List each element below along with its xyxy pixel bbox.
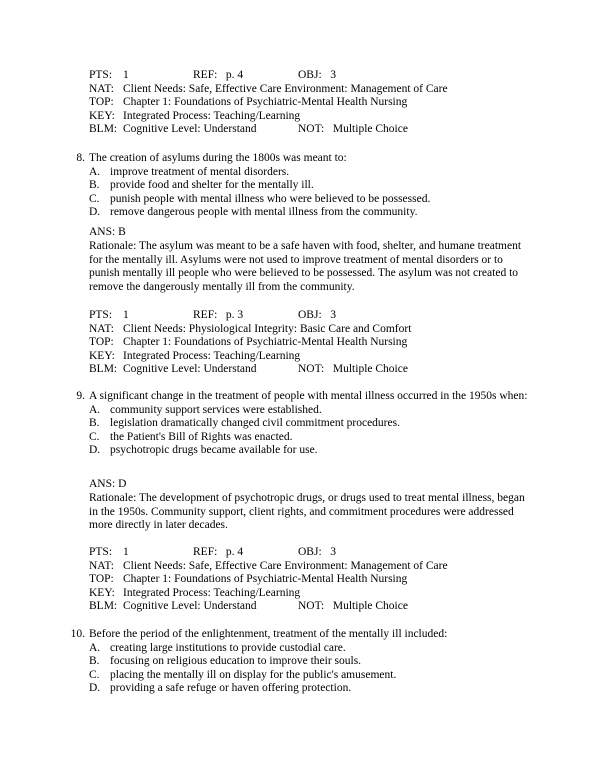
nat-row [89, 560, 529, 574]
nat-label: NAT: [89, 322, 114, 335]
pts-value: 1 [123, 309, 129, 321]
pts-row [89, 69, 529, 83]
not-value: Multiple Choice [332, 600, 408, 613]
choice-d [89, 682, 560, 696]
question-10 [0, 628, 560, 696]
blm-value: Cognitive Level: Understand [123, 600, 257, 613]
ref-label: REF: [193, 309, 218, 321]
choice-letter: D. [89, 206, 101, 219]
question-stem: The creation of asylums during the 1800s was meant to: [89, 152, 347, 164]
choice-b [89, 417, 560, 431]
choice-c [89, 669, 560, 683]
choice-d [89, 444, 560, 458]
pts-row [89, 309, 529, 323]
choice-letter: A. [89, 403, 101, 416]
pts-value: 1 [123, 546, 129, 558]
question-stem: A significant change in the treatment of people with mental illness occurred in the 1950s when: [89, 390, 528, 402]
choice-c [89, 193, 560, 207]
key-label: KEY: [89, 349, 115, 362]
question-metadata [89, 69, 529, 137]
top-label: TOP: [89, 96, 114, 109]
rationale: Rationale: The development of psychotropic drugs, or drugs used to treat mental illness, began in the 1950s. Community support, client rights, and commitment procedures were addressed more directly in later decades. [89, 492, 525, 532]
choice-letter: B. [89, 655, 100, 668]
pts-label: PTS: [89, 546, 113, 558]
question-stem: Before the period of the enlightenment, treatment of the mentally ill included: [89, 628, 448, 640]
top-label: TOP: [89, 573, 114, 586]
choice-letter: B. [89, 417, 100, 430]
top-value: Chapter 1: Foundations of Psychiatric-Mental Health Nursing [123, 96, 408, 109]
choice-letter: A. [89, 641, 101, 654]
question-metadata [89, 546, 529, 614]
not-value: Multiple Choice [332, 363, 408, 376]
question-metadata [89, 309, 529, 377]
nat-row [89, 323, 529, 337]
choice-text: the Patient's Bill of Rights was enacted. [110, 430, 293, 443]
blm-row [89, 600, 529, 614]
ref-label: REF: [193, 546, 218, 558]
choice-text: placing the mentally ill on display for the public's amusement. [110, 668, 397, 681]
pts-value: 1 [123, 69, 129, 81]
top-value: Chapter 1: Foundations of Psychiatric-Mental Health Nursing [123, 573, 408, 586]
obj-label: OBJ: [298, 546, 322, 558]
choice-b [89, 179, 560, 193]
choice-d [89, 206, 560, 220]
rationale: Rationale: The asylum was meant to be a safe haven with food, shelter, and humane treatment for the mentally ill. Asylums were not used to improve treatment of mental disorders or to punish mentally ill people who were believed to be possessed. The asylum was not created to remove the dangerously mentally ill from the community. [89, 240, 522, 293]
ref-value: p. 3 [225, 309, 244, 321]
not-label: NOT: [298, 123, 325, 136]
nat-value: Client Needs: Safe, Effective Care Environment: Management of Care [123, 559, 448, 572]
not-label: NOT: [298, 363, 325, 376]
obj-value: 3 [330, 546, 337, 558]
top-row [89, 96, 529, 110]
key-row [89, 350, 529, 364]
blm-row [89, 123, 529, 137]
choice-letter: D. [89, 444, 101, 457]
choice-text: improve treatment of mental disorders. [110, 165, 290, 178]
choice-text: creating large institutions to provide custodial care. [110, 641, 346, 654]
choice-letter: B. [89, 179, 100, 192]
top-row [89, 336, 529, 350]
top-label: TOP: [89, 336, 114, 349]
pts-label: PTS: [89, 309, 113, 321]
choice-text: remove dangerous people with mental illness from the community. [110, 206, 418, 219]
choice-text: provide food and shelter for the mentally ill. [110, 179, 314, 192]
key-label: KEY: [89, 109, 115, 122]
choice-text: community support services were established. [110, 403, 322, 416]
nat-label: NAT: [89, 82, 114, 95]
nat-value: Client Needs: Safe, Effective Care Environment: Management of Care [123, 82, 448, 95]
choice-b [89, 655, 560, 669]
answer-choices [89, 404, 560, 458]
choice-a [89, 166, 560, 180]
question-number: 8. [76, 152, 85, 164]
answer-key: ANS: D [89, 478, 127, 490]
question-8 [0, 152, 560, 220]
key-row [89, 587, 529, 601]
question-number: 9. [76, 390, 85, 402]
key-value: Integrated Process: Teaching/Learning [123, 586, 301, 599]
choice-letter: A. [89, 165, 101, 178]
top-value: Chapter 1: Foundations of Psychiatric-Mental Health Nursing [123, 336, 408, 349]
blm-label: BLM: [89, 363, 118, 376]
ref-value: p. 4 [225, 69, 244, 81]
not-value: Multiple Choice [332, 123, 408, 136]
choice-letter: C. [89, 430, 100, 443]
blm-value: Cognitive Level: Understand [123, 363, 257, 376]
answer-key: ANS: B [89, 226, 126, 238]
nat-row [89, 83, 529, 97]
key-row [89, 110, 529, 124]
nat-value: Client Needs: Physiological Integrity: Basic Care and Comfort [123, 322, 412, 335]
choice-letter: C. [89, 668, 100, 681]
nat-label: NAT: [89, 559, 114, 572]
choice-text: psychotropic drugs became available for use. [110, 444, 318, 457]
obj-label: OBJ: [298, 69, 322, 81]
top-row [89, 573, 529, 587]
not-label: NOT: [298, 600, 325, 613]
obj-value: 3 [330, 69, 337, 81]
ref-label: REF: [193, 69, 218, 81]
key-label: KEY: [89, 586, 115, 599]
choice-text: punish people with mental illness who were believed to be possessed. [110, 192, 431, 205]
obj-value: 3 [330, 309, 337, 321]
blm-label: BLM: [89, 123, 118, 136]
answer-choices [89, 166, 560, 220]
key-value: Integrated Process: Teaching/Learning [123, 109, 301, 122]
pts-label: PTS: [89, 69, 113, 81]
blm-value: Cognitive Level: Understand [123, 123, 257, 136]
question-9 [0, 390, 560, 458]
obj-label: OBJ: [298, 309, 322, 321]
ref-value: p. 4 [225, 546, 244, 558]
choice-text: legislation dramatically changed civil commitment procedures. [110, 417, 400, 430]
question-number: 10. [70, 628, 85, 640]
answer-choices [89, 642, 560, 696]
choice-text: providing a safe refuge or haven offering protection. [110, 682, 352, 695]
choice-a [89, 404, 560, 418]
choice-letter: C. [89, 192, 100, 205]
pts-row [89, 546, 529, 560]
key-value: Integrated Process: Teaching/Learning [123, 349, 301, 362]
blm-row [89, 363, 529, 377]
choice-letter: D. [89, 682, 101, 695]
choice-a [89, 642, 560, 656]
choice-c [89, 431, 560, 445]
choice-text: focusing on religious education to improve their souls. [110, 655, 362, 668]
blm-label: BLM: [89, 600, 118, 613]
